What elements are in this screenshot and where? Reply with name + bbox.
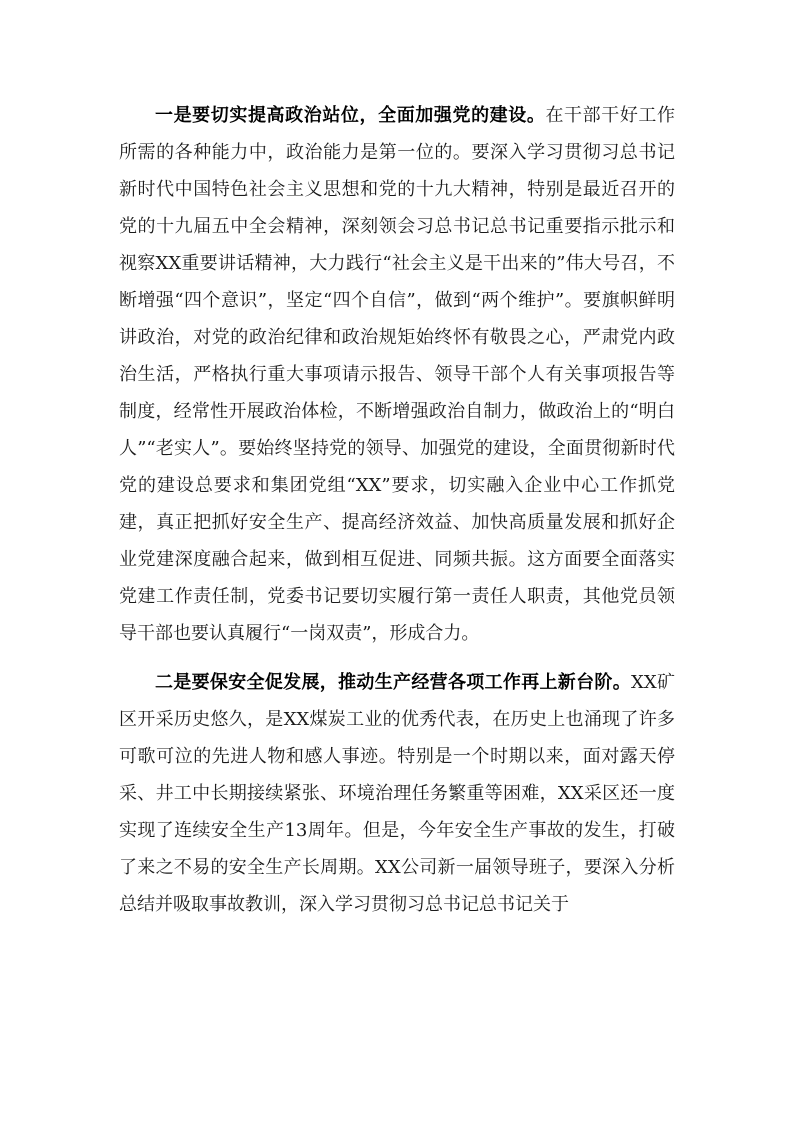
paragraph-lead-heading: 二是要保安全促发展，推动生产经营各项工作再上新台阶。 (155, 672, 632, 693)
paragraph-safety-development (119, 664, 675, 923)
paragraph-body-text: XX矿区开采历史悠久，是XX煤炭工业的优秀代表，在历史上也涌现了许多可歌可泣的先进人物和感人事迹。特别是一个时期以来，面对露天停采、井工中长期接续紧张、环境治理任务繁重等困难，XX采区还一度实现了连续安全生产13周年。但是，今年安全生产事故的发生，打破了来之不易的安全生产长周期。XX公司新一届领导班子，要深入分析总结并吸取事故教训，深入学习贯彻习总书记总书记关于 (119, 672, 675, 915)
paragraph-political-stance (119, 97, 675, 652)
document-body (119, 97, 675, 923)
paragraph-lead-heading: 一是要切实提高政治站位，全面加强党的建设。 (155, 105, 546, 126)
paragraph-body-text: 在干部干好工作所需的各种能力中，政治能力是第一位的。要深入学习贯彻习总书记新时代中国特色社会主义思想和党的十九大精神，特别是最近召开的党的十九届五中全会精神，深刻领会习总书记总书记重要指示批示和视察XX重要讲话精神，大力践行“社会主义是干出来的”伟大号召，不断增强“四个意识”，坚定“四个自信”，做到“两个维护”。要旗帜鲜明讲政治，对党的政治纪律和政治规矩始终怀有敬畏之心，严肃党内政治生活，严格执行重大事项请示报告、领导干部个人有关事项报告等制度，经常性开展政治体检，不断增强政治自制力，做政治上的“明白人”“老实人”。要始终坚持党的领导、加强党的建设，全面贯彻新时代党的建设总要求和集团党组“XX”要求，切实融入企业中心工作抓党建，真正把抓好安全生产、提高经济效益、加快高质量发展和抓好企业党建深度融合起来，做到相互促进、同频共振。这方面要全面落实党建工作责任制，党委书记要切实履行第一责任人职责，其他党员领导干部也要认真履行“一岗双责”，形成合力。 (119, 105, 676, 644)
